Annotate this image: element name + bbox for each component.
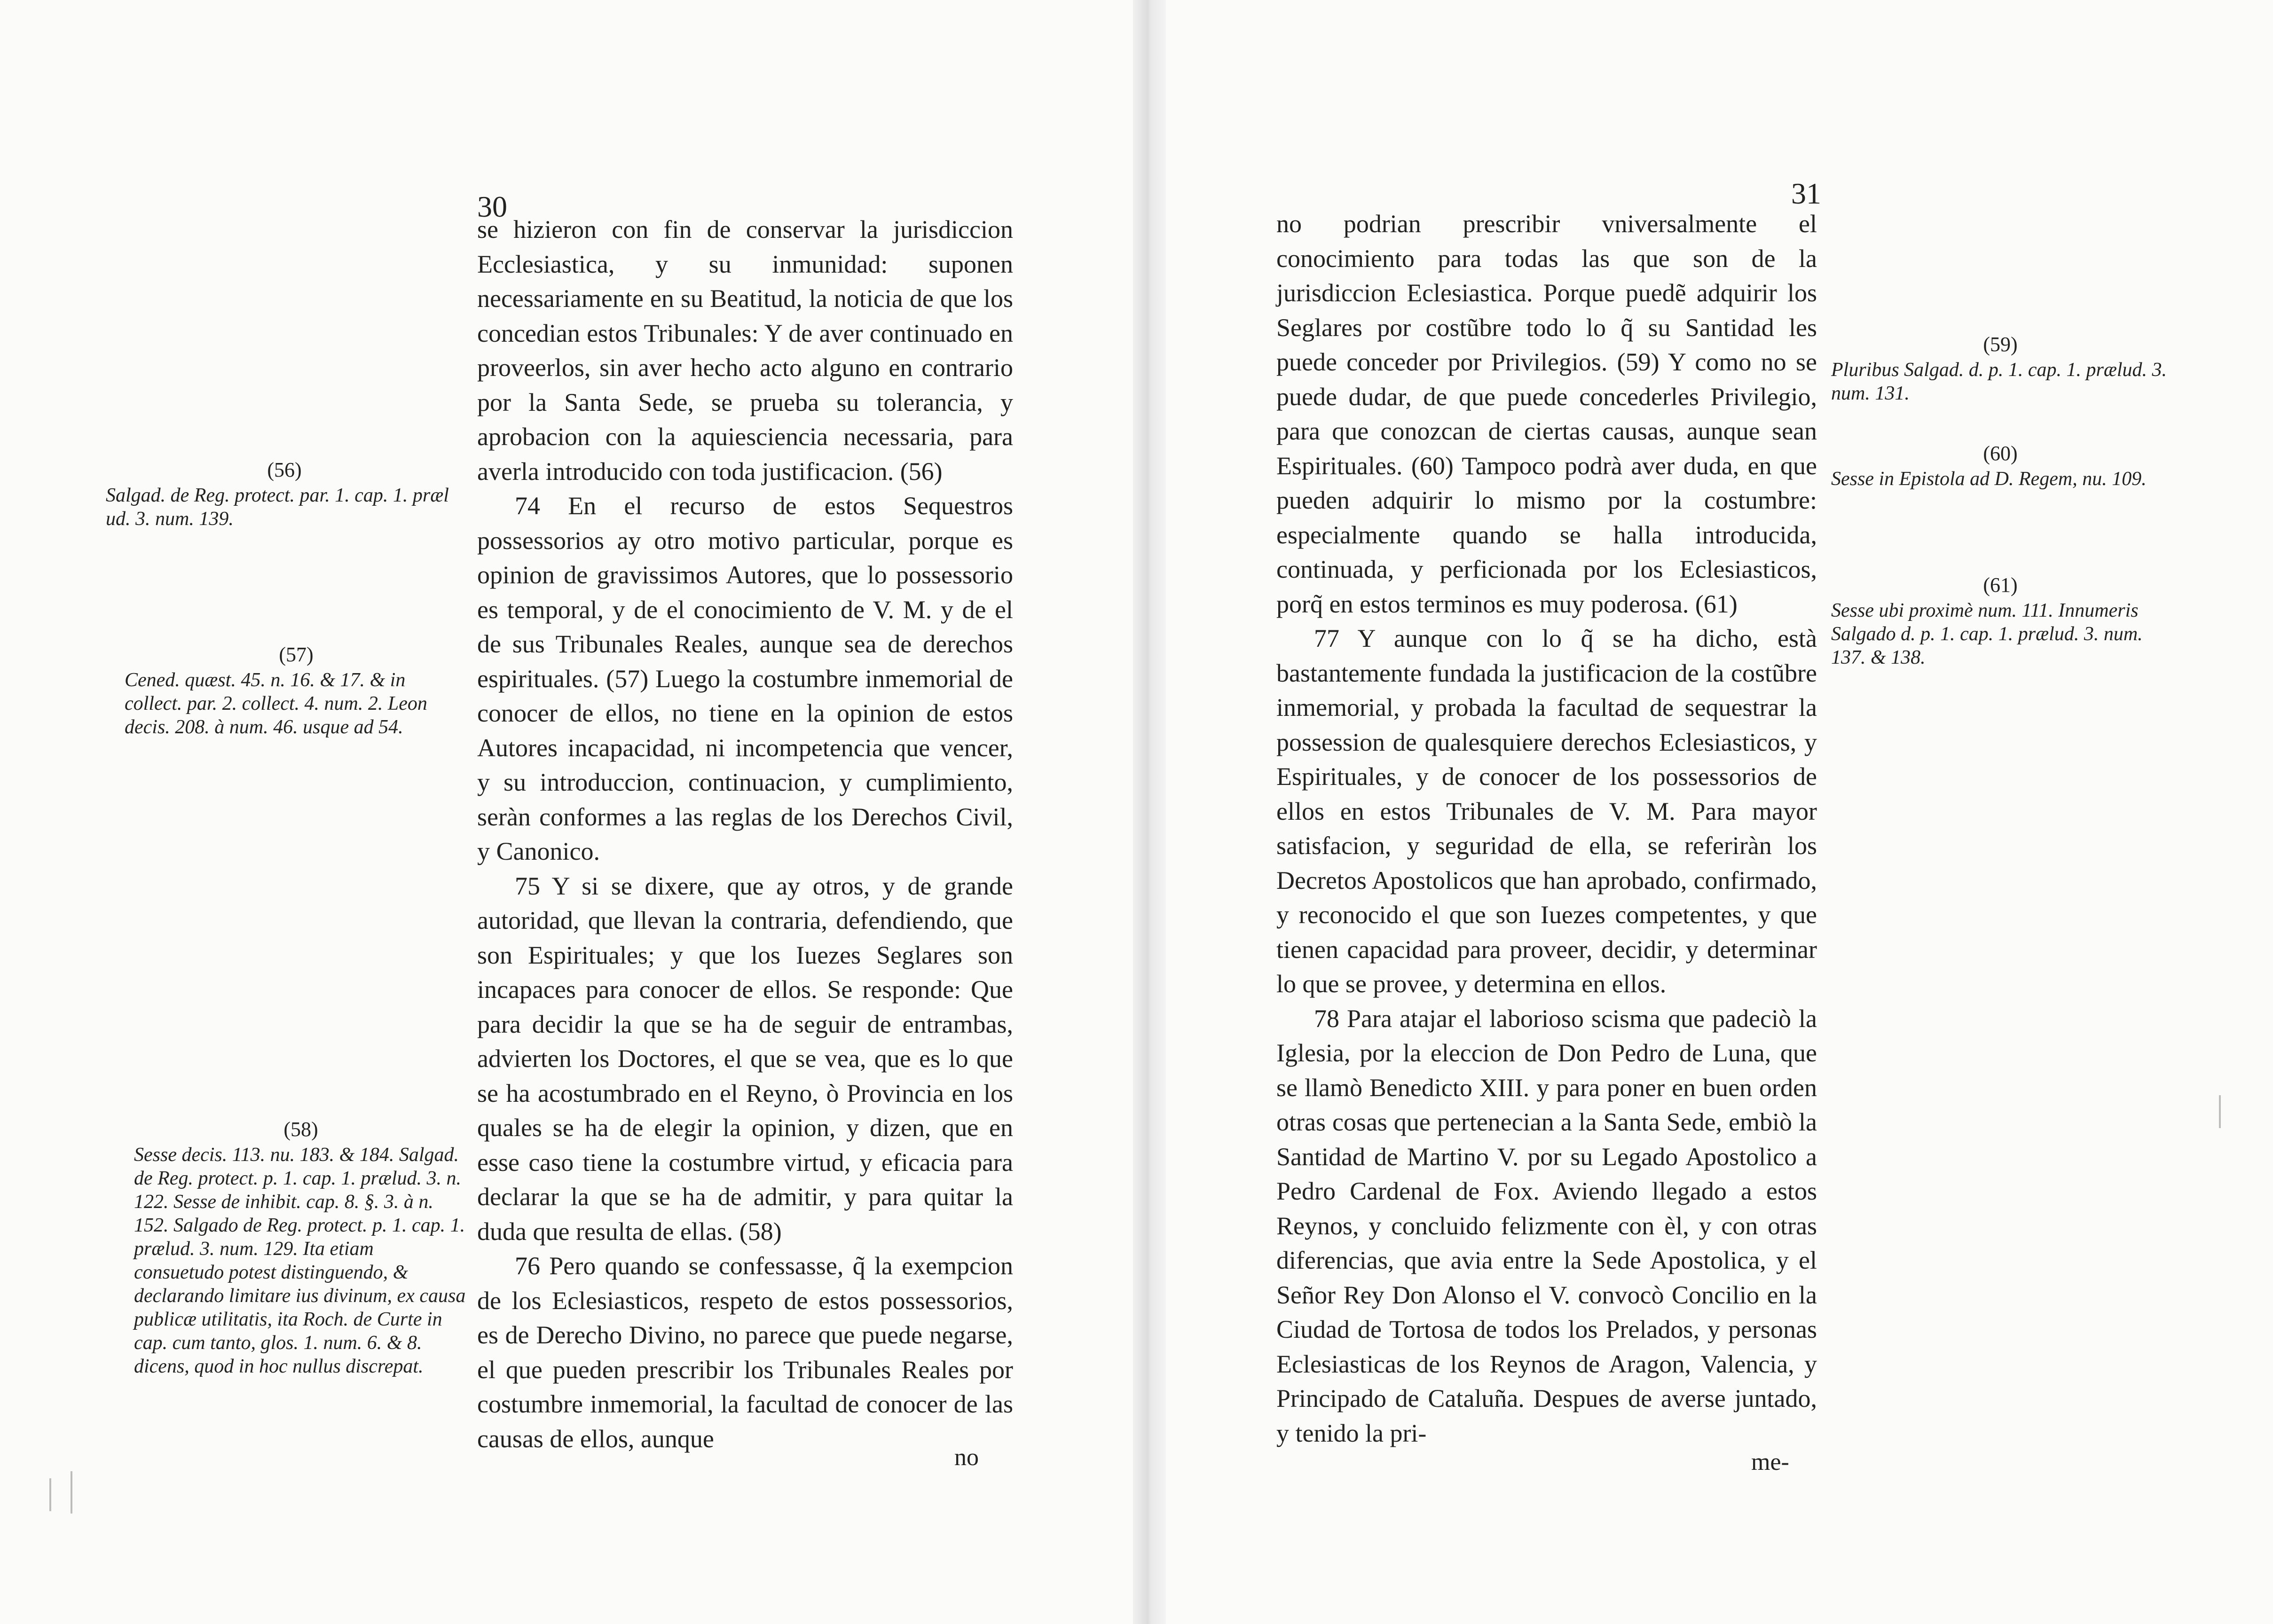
paragraph-78: 78 Para atajar el laborioso scisma que padeciò la Iglesia, por la eleccion de Don Pedro de Luna, que se llamò Benedicto XIII. y para poner en buen orden otras cosas que pertenecian a la Santa Sede, embiò la Santidad de Martino V. por su Legado Apostolico a Pedro Cardenal de Fox. Aviendo llegado a estos Reynos, y concluido felizmente con èl, y con otras diferencias, que avia entre la Sede Apostolica, y el Señor Rey Don Alonso el V. convocò Concilio en la Ciudad de Tortosa de todos los Prelados, y personas Eclesiasticas de los Reynos de Aragon, Valencia, y Principado de Cataluña. Despues de averse juntado, y tenido la pri-	[1276, 1004, 1817, 1447]
note-ref: (60)	[1983, 442, 2018, 465]
note-text: Salgad. de Reg. protect. par. 1. cap. 1. præl ud. 3. num. 139.	[106, 485, 449, 530]
paragraph-74: 74 En el recurso de estos Sequestros possessorios ay otro motivo particular, porque es opinion de gravissimos Autores, que lo possessorio es temporal, y de el conocimiento de V. M. y de el de sus Tribunales Reales, aunque sea de derechos espirituales. (57) Luego la costumbre inmemorial de conocer de ellos, no tiene en la opinion de estos Autores incapacidad, ni incompetencia que vencer, y su introduccion, continuacion, y cumplimiento, seràn conformes a las reglas de los Derechos Civil, y Canonico.	[477, 492, 1013, 865]
margin-note-61	[1831, 573, 2170, 669]
paragraph: se hizieron con fin de conservar la jurisdiccion Ecclesiastica, y su inmunidad: suponen necessariamente en su Beatitud, la noticia de que los concedian estos Tribunales: Y de aver continuado en proveerlos, sin aver hecho acto alguno en contrario por la Santa Sede, se prueba su tolerancia, y aprobacion con la aquiesciencia necessaria, para averla introducido con toda justificacion. (56)	[477, 215, 1013, 486]
left-page-number: 30	[477, 190, 507, 223]
note-ref: (56)	[267, 458, 302, 481]
margin-note-57	[125, 643, 468, 739]
left-main-text	[477, 212, 1013, 1456]
page-edge-mark	[2219, 1095, 2221, 1128]
margin-note-58	[134, 1118, 468, 1378]
margin-note-56	[106, 458, 463, 531]
note-text: Cened. quæst. 45. n. 16. & 17. & in collect. par. 2. collect. 4. num. 2. Leon decis. 208. à num. 46. usque ad 54.	[125, 669, 427, 738]
paragraph-76: 76 Pero quando se confessasse, q̃ la exempcion de los Eclesiasticos, respeto de estos possessorios, es de Derecho Divino, no parece que puede negarse, el que pueden prescribir los Tribunales Reales por costumbre inmemorial, la facultad de conocer de las causas de ellos, aunque	[477, 1252, 1013, 1453]
paragraph: no podrian prescribir vniversalmente el conocimiento para todas las que son de la jurisdiccion Eclesiastica. Porque puedẽ adquirir los Seglares por costũbre todo lo q̃ su Santidad les puede conceder por Privilegios. (59) Y como no se puede dudar, de que puede concederles Privilegio, para que conozcan de ciertas causas, aunque sean Espirituales. (60) Tampoco podrà aver duda, en que pueden adquirir lo mismo por la costumbre: especialmente quando se halla introducida, continuada, y perficionada por los Eclesiasticos, porq̃ en estos terminos es muy poderosa. (61)	[1276, 210, 1817, 618]
left-catchword: no	[954, 1444, 979, 1471]
note-ref: (59)	[1983, 333, 2018, 356]
note-text: Pluribus Salgad. d. p. 1. cap. 1. prælud. 3. num. 131.	[1831, 359, 2167, 404]
paragraph-77: 77 Y aunque con lo q̃ se ha dicho, està bastantemente fundada la justificacion de la costũbre inmemorial, y probada la facultad de sequestrar la possession de qualesquiere derechos Eclesiasticos, y Espirituales, y de conocer de los possessorios de ellos en estos Tribunales de V. M. Para mayor satisfacion, y seguridad de ella, se referiràn los Decretos Apostolicos que han aprobado, confirmado, y reconocido el que son Iuezes competentes, y que tienen capacidad para proveer, decidir, y determinar lo que se provee, y determina en ellos.	[1276, 624, 1817, 998]
margin-note-60	[1831, 442, 2170, 491]
note-text: Sesse decis. 113. nu. 183. & 184. Salgad. de Reg. protect. p. 1. cap. 1. prælud. 3. n. 122. Sesse de inhibit. cap. 8. §. 3. à n. 152. Salgado de Reg. protect. p. 1. cap. 1. prælud. 3. num. 129. Ita etiam consuetudo potest distinguendo, & declarando limitare ius divinum, ex causa publicæ utilitatis, ita Roch. de Curte in cap. cum tanto, glos. 1. num. 6. & 8. dicens, quod in hoc nullus discrepat.	[134, 1144, 466, 1377]
note-text: Sesse ubi proximè num. 111. Innumeris Salgado d. p. 1. cap. 1. prælud. 3. num. 137. & 138.	[1831, 600, 2143, 668]
right-page-number: 31	[1791, 177, 1821, 210]
note-ref: (61)	[1983, 573, 2018, 596]
right-main-text	[1276, 207, 1817, 1451]
right-catchword: me-	[1751, 1449, 1789, 1475]
margin-note-59	[1831, 333, 2170, 405]
paragraph-75: 75 Y si se dixere, que ay otros, y de grande autoridad, que llevan la contraria, defendiendo, que son Espirituales; y que los Iuezes Seglares son incapaces para conocer de ellos. Se responde: Que para decidir la que se ha de seguir de entrambas, advierten los Doctores, el que se vea, que es lo que se ha acostumbrado en el Reyno, ò Provincia en los quales se ha de elegir la opinion, y dizen, que en esse caso tiene la costumbre virtud, y eficacia para declarar la que se ha de admitir, y para quitar la duda que resulta de ellas. (58)	[477, 871, 1013, 1246]
page-edge-mark	[71, 1471, 72, 1514]
note-text: Sesse in Epistola ad D. Regem, nu. 109.	[1831, 468, 2147, 490]
note-ref: (58)	[283, 1118, 318, 1141]
note-ref: (57)	[279, 643, 314, 666]
book-gutter	[1133, 0, 1166, 1624]
page-edge-mark	[49, 1478, 51, 1511]
